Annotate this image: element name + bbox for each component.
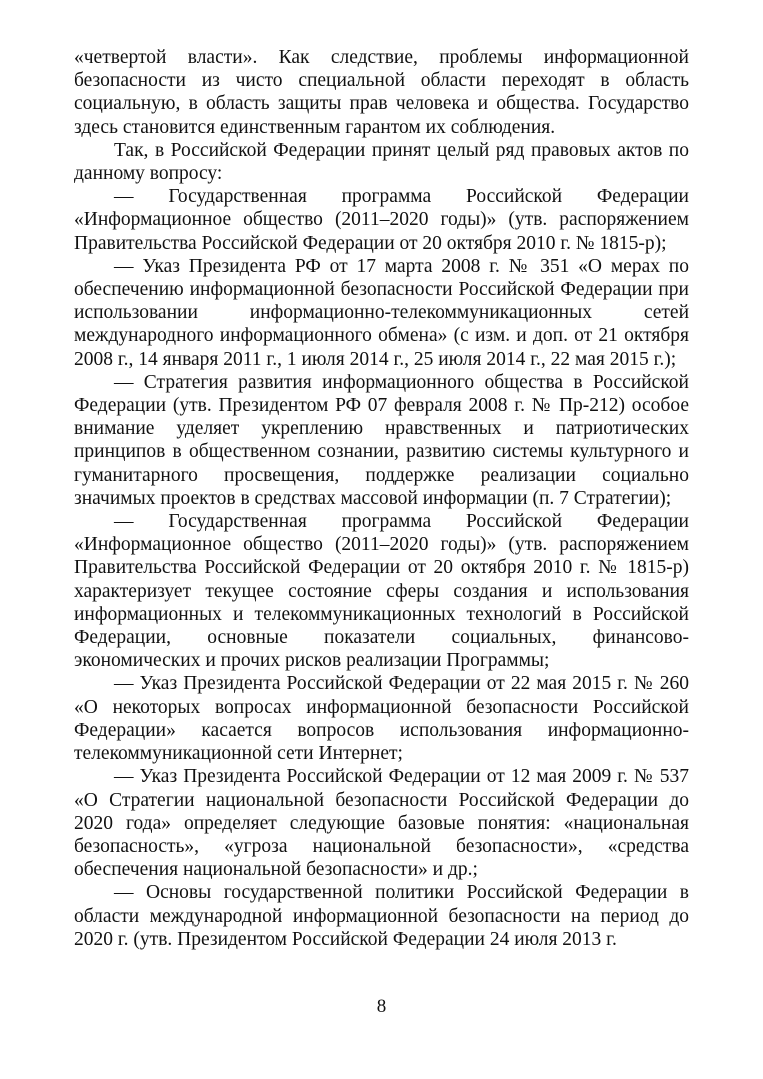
list-item-info-society-strategy: — Стратегия развития информационного общества в Российской Федерации (утв. Президентом РФ 07 февраля 2008 г. № Пр-212) особое внимание уделяет укреплению нравственных и патриотических принципов в общественном сознании, развитию системы культурного и гуманитарного просвещения, поддержке реализации социально значимых проектов в средствах массовой информации (п. 7 Стратегии); xyxy=(74,371,689,509)
list-item-policy-foundations: — Основы государственной политики Российской Федерации в области международной информационной безопасности на период до 2020 г. (утв. Президентом Российской Федерации 24 июля 2013 г. xyxy=(74,882,689,950)
page-body xyxy=(74,46,689,951)
list-item-decree-351: — Указ Президента РФ от 17 марта 2008 г. № 351 «О мерах по обеспечению информационной безопасности Российской Федерации при использовании информационно-телекоммуникационных сетей международного информационного обмена» (с изм. и доп. от 21 октября 2008 г., 14 января 2011 г., 1 июля 2014 г., 25 июля 2014 г., 22 мая 2015 г.); xyxy=(74,255,689,370)
paragraph-legal-acts-intro: Так, в Российской Федерации принят целый ряд правовых актов по данному вопросу: xyxy=(74,139,689,185)
list-item-info-society-program: — Государственная программа Российской Федерации «Информационное общество (2011–2020 годы)» (утв. распоряжением Правительства Российской Федерации от 20 октября 2010 г. № 1815-р); xyxy=(74,186,689,254)
list-item-info-society-program-characteristics: — Государственная программа Российской Федерации «Информационное общество (2011–2020 годы)» (утв. распоряжением Правительства Российской Федерации от 20 октября 2010 г. № 1815-р) характеризует текущее состояние сферы создания и использования информационных и телекоммуникационных технологий в Российской Федерации, основные показатели социальных, финансово-экономических и прочих рисков реализации Программы; xyxy=(74,511,689,672)
list-item-decree-537: — Указ Президента Российской Федерации от 12 мая 2009 г. № 537 «О Стратегии национальной безопасности Российской Федерации до 2020 года» определяет следующие базовые понятия: «национальная безопасность», «угроза национальной безопасности», «средства обеспечения национальной безопасности» и др.; xyxy=(74,766,689,881)
page-number: 8 xyxy=(376,996,387,1017)
paragraph-intro: «четвертой власти». Как следствие, проблемы информационной безопасности из чисто специальной области переходят в область социальную, в область защиты прав человека и общества. Государство здесь становится единственным гарантом их соблюдения. xyxy=(74,47,689,138)
list-item-decree-260: — Указ Президента Российской Федерации от 22 мая 2015 г. № 260 «О некоторых вопросах информационной безопасности Российской Федерации» касается вопросов использования информационно-телекоммуникационной сети Интернет; xyxy=(74,673,689,765)
